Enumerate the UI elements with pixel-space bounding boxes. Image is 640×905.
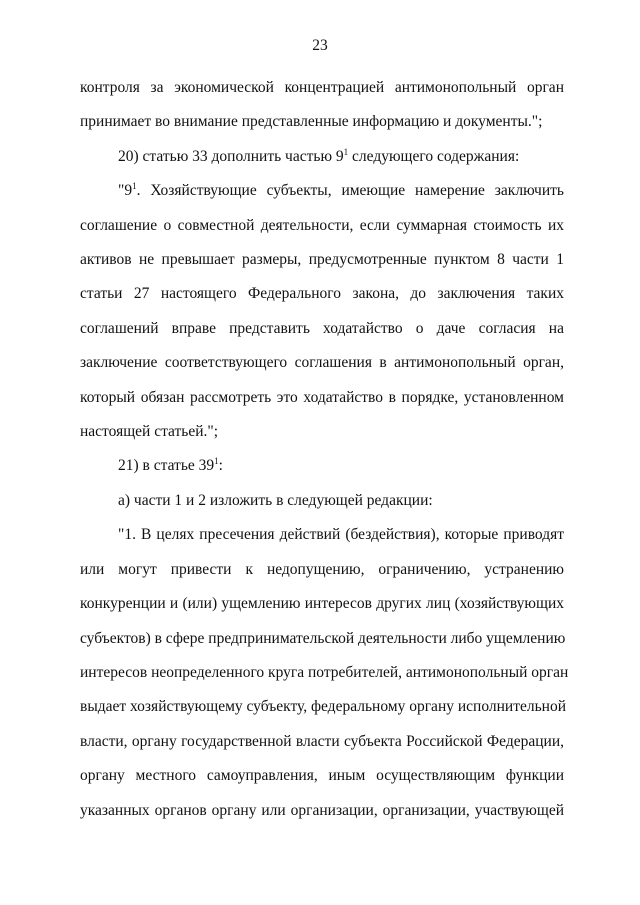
text-line: субъектов) в сфере предпринимательской деятельности либо ущемлению <box>80 629 566 647</box>
document-body <box>80 71 569 828</box>
item-20-text-end: следующего содержания: <box>348 147 520 165</box>
text-fragment: . Хозяйствующие субъекты, имеющие намерение заключить <box>136 182 564 200</box>
item-21-text-end: : <box>218 457 223 475</box>
text-line: соглашение о совместной деятельности, если суммарная стоимость их <box>80 216 564 234</box>
quote-number: "9 <box>118 182 133 200</box>
text-line: власти, органу государственной власти субъекта Российской Федерации, <box>80 732 564 750</box>
text-line: указанных органов органу или организации, организации, участвующей <box>80 801 564 819</box>
paragraph-part-9-1 <box>80 174 564 449</box>
text-line <box>80 174 564 208</box>
superscript: 1 <box>132 181 137 192</box>
text-line: статьи 27 настоящего Федерального закона, до заключения таких <box>80 285 564 303</box>
item-21-text: 21) в статье 39 <box>118 457 215 475</box>
text-line: или могут привести к недопущению, ограничению, устранению <box>80 560 564 578</box>
text-line: контроля за экономической концентрацией антимонопольный орган <box>80 79 564 96</box>
text-line: который обязан рассмотреть это ходатайство в порядке, установленном <box>80 388 564 406</box>
paragraph-continuation <box>80 71 564 140</box>
superscript: 1 <box>343 146 349 157</box>
text-line: интересов неопределенного круга потребителей, антимонопольный орган <box>80 663 569 681</box>
page-number: 23 <box>312 37 328 54</box>
text-line: "1. В целях пресечения действий (бездействия), которые приводят <box>118 526 564 544</box>
text-line: активов не превышает размеры, предусмотренные пунктом 8 части 1 <box>80 251 564 269</box>
text-line: соглашений вправе представить ходатайство о даче согласия на <box>80 319 564 337</box>
paragraph-subitem-a: а) части 1 и 2 изложить в следующей редакции: <box>118 491 433 509</box>
text-line: принимает во внимание представленные информацию и документы."; <box>80 113 543 131</box>
text-line: конкуренции и (или) ущемлению интересов других лиц (хозяйствующих <box>80 595 564 613</box>
superscript: 1 <box>214 456 219 467</box>
text-line: органу местного самоуправления, иным осуществляющим функции <box>80 767 564 785</box>
item-20-text: 20) статью 33 дополнить частью 9 <box>118 147 344 165</box>
text-line: выдает хозяйствующему субъекту, федеральному органу исполнительной <box>80 698 566 716</box>
text-line: заключение соответствующего соглашения в антимонопольный орган, <box>80 354 564 372</box>
paragraph-part-1 <box>80 518 569 828</box>
paragraph-item-20 <box>80 140 564 174</box>
text-line: настоящей статьей."; <box>80 423 219 441</box>
paragraph-item-21 <box>80 449 564 483</box>
